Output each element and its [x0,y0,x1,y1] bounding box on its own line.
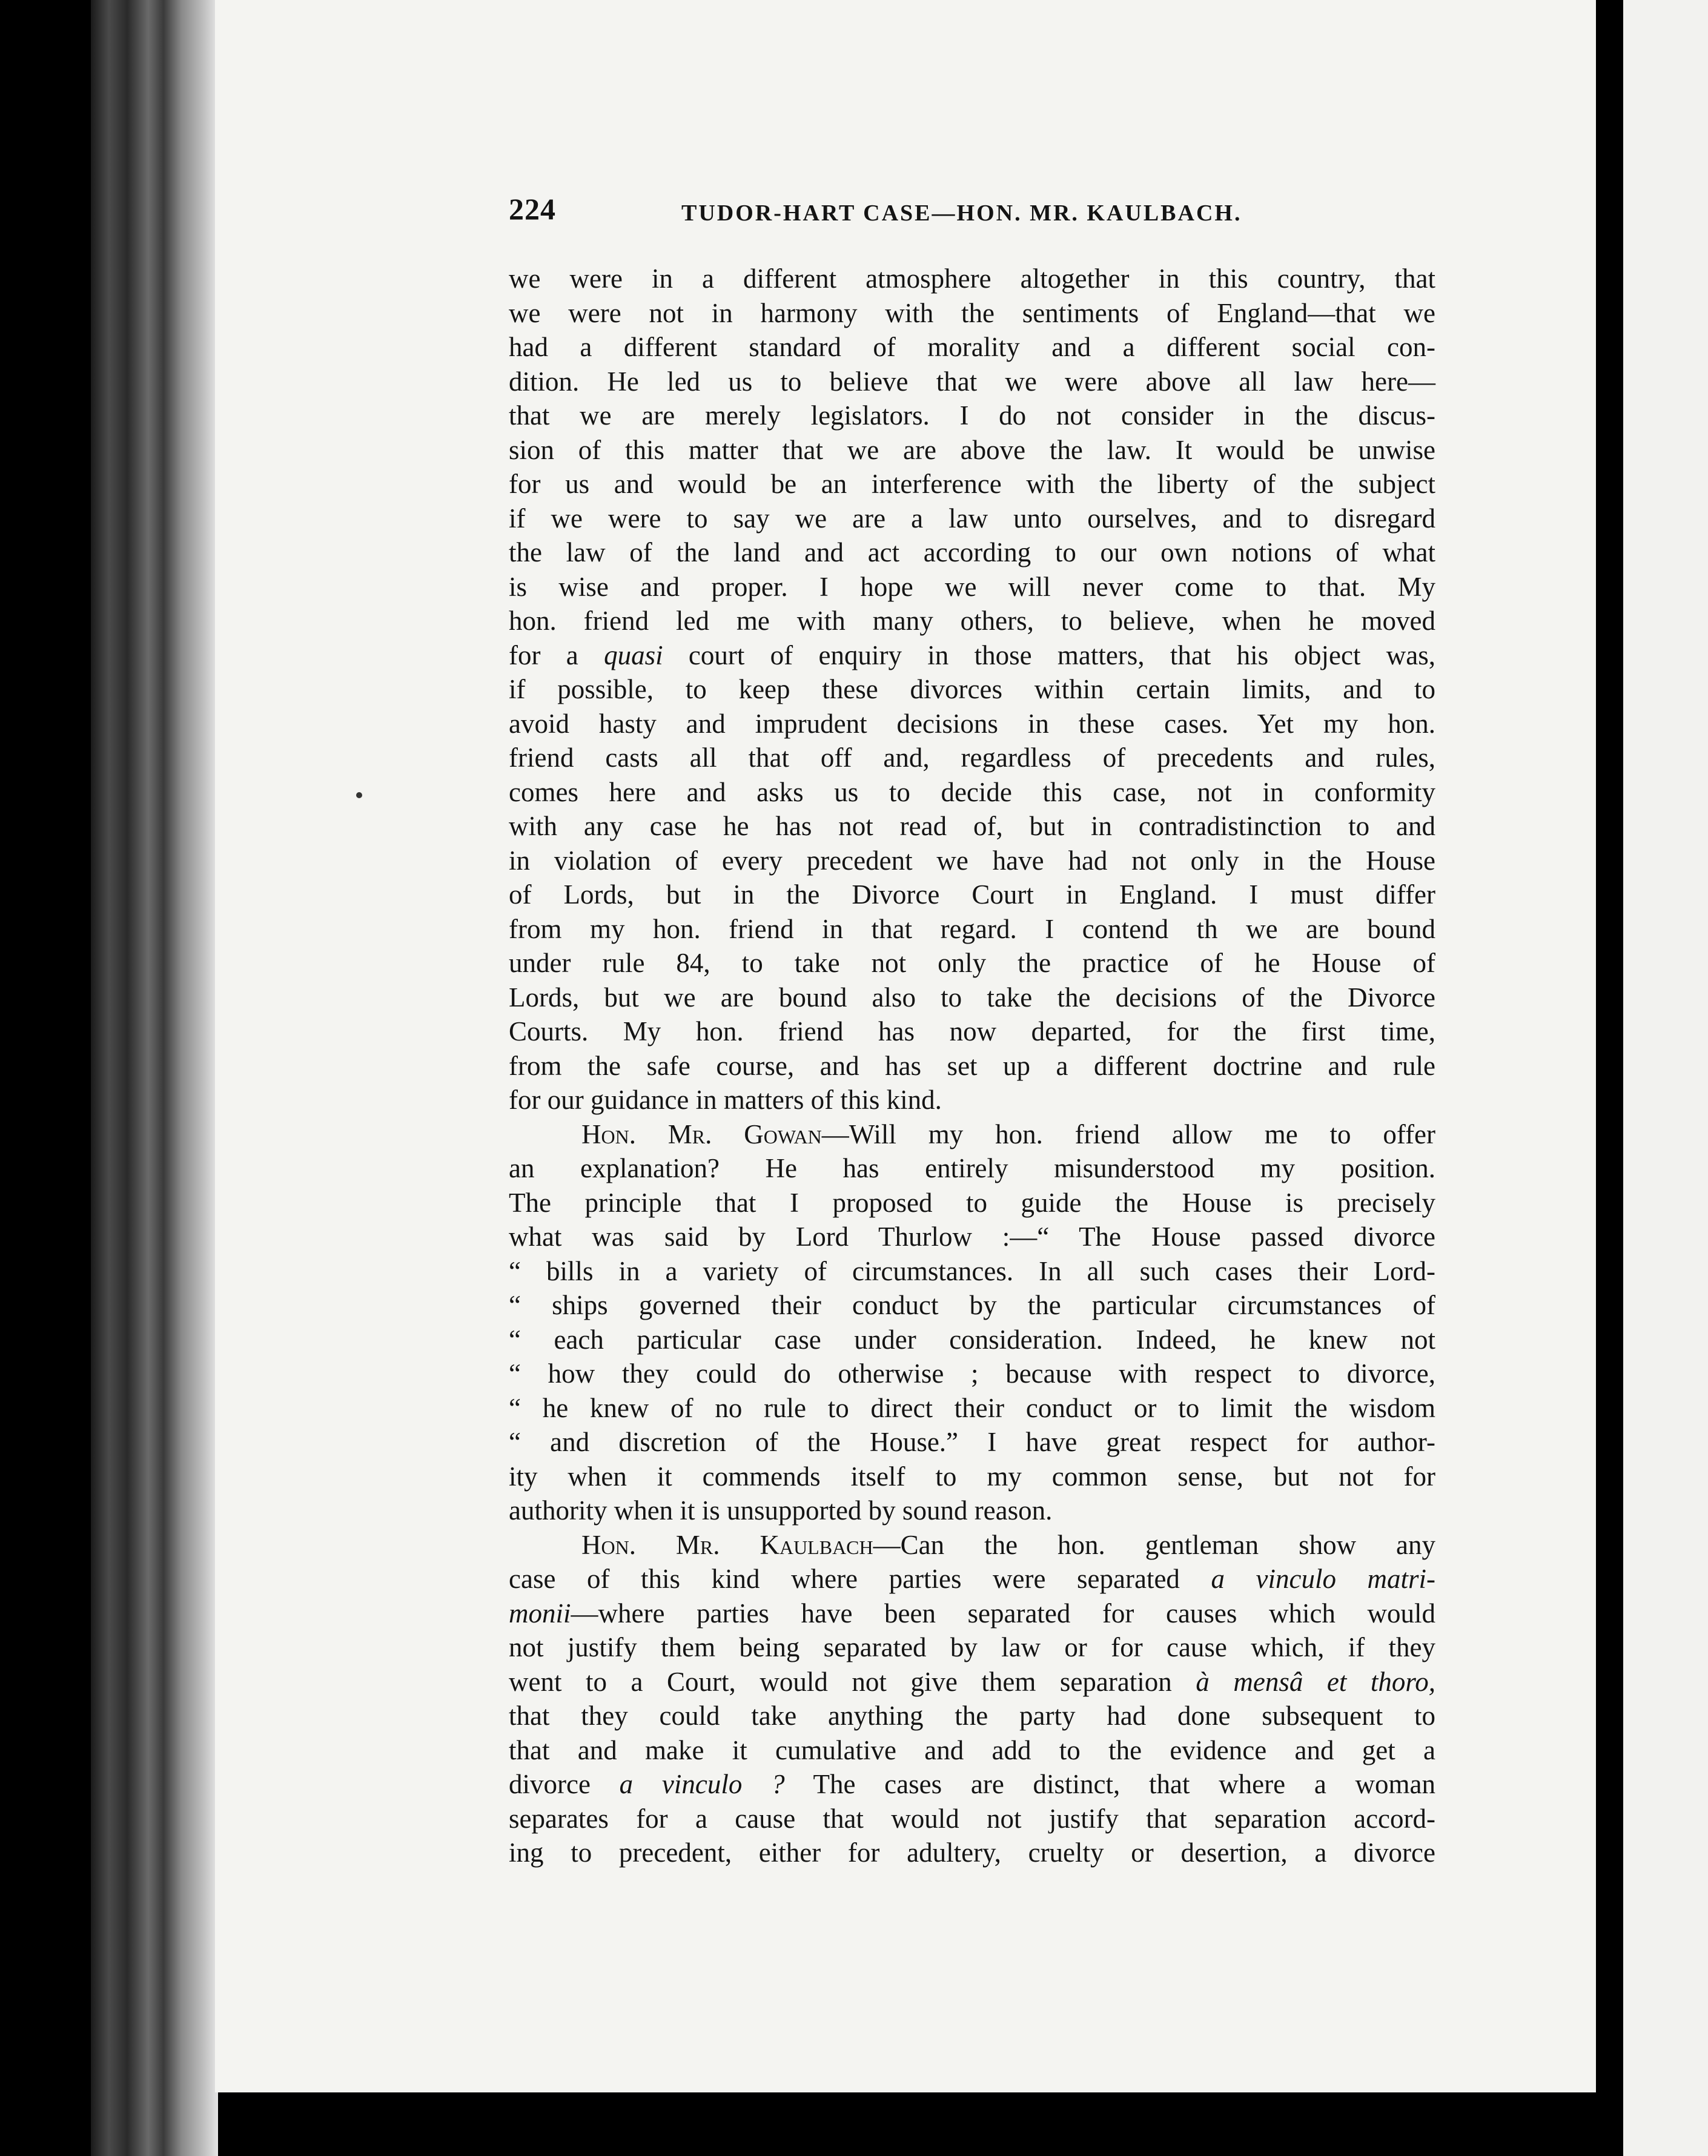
text-line: with any case he has not read of, but in contradistinction to and [509,811,1435,841]
text-line: avoid hasty and imprudent decisions in these cases. Yet my hon. [509,708,1435,739]
text-line [509,1562,1435,1596]
line-segment: we are bound [1246,913,1436,944]
text-line: separates for a cause that would not justify that separation accord- [509,1803,1435,1834]
line-segment: for a [509,640,578,670]
text-line: if we were to say we are a law unto ourselves, and to disregard [509,503,1435,534]
text-line: Lords, but we are bound also to take the decisions of the Divorce [509,982,1435,1013]
text-line: comes here and asks us to decide this case, not in conformity [509,776,1435,807]
italic-phrase: à mensâ et thoro, [1196,1666,1435,1697]
running-title: TUDOR-HART CASE—HON. MR. KAULBACH. [681,200,1242,226]
text-line: “ bills in a variety of circumstances. In all such cases their Lord- [509,1255,1435,1286]
text-line [509,1117,1435,1152]
line-segment: —Can the hon. gentleman show any [873,1529,1435,1560]
text-line [509,912,1435,947]
text-line: The principle that I proposed to guide the House is precisely [509,1187,1435,1218]
text-line: an explanation? He has entirely misunderstood my position. [509,1153,1435,1183]
speaker-name: Hon. Mr. Gowan [581,1119,822,1149]
text-line [509,1528,1435,1562]
text-line: what was said by Lord Thurlow :—“ The House passed divorce [509,1222,1435,1252]
text-line: is wise and proper. I hope we will never come to that. My [509,571,1435,602]
italic-phrase: a vinculo matri- [1211,1564,1436,1594]
line-segment: court of enquiry in those matters, that his object was, [688,640,1435,670]
italic-phrase: monii [509,1598,571,1629]
text-line: for us and would be an interference with the liberty of the subject [509,469,1435,499]
speck-mark [356,792,362,798]
text-line: not justify them being separated by law or for cause which, if they [509,1632,1435,1662]
text-line: in violation of every precedent we have had not only in the House [509,845,1435,876]
line-segment: under rule 84, to take not only the practice of [509,948,1223,978]
italic-phrase: a vinculo ? [619,1769,785,1799]
line-segment: The cases are distinct, that where a woman [813,1769,1436,1799]
italic-phrase: quasi [604,640,663,670]
text-line [509,1767,1435,1802]
book-binding-edge [91,0,218,2156]
line-segment: he House of [1254,948,1435,978]
text-line: for our guidance in matters of this kind. [509,1085,942,1115]
line-segment: —where parties have been separated for causes which would [571,1598,1435,1629]
line-segment: went to a Court, would not give them separation [509,1666,1172,1697]
line-segment: divorce [509,1769,591,1799]
text-line: the law of the land and act according to our own notions of what [509,537,1435,567]
text-line [509,638,1435,673]
page-number: 224 [509,192,556,226]
text-line: “ and discretion of the House.” I have great respect for author- [509,1427,1435,1457]
text-line: had a different standard of morality and a different social con- [509,332,1435,362]
line-segment: from my hon. friend in that regard. I contend th [509,913,1218,944]
text-line: that we are merely legislators. I do not consider in the discus- [509,400,1435,431]
text-line: dition. He led us to believe that we were above all law here— [509,366,1435,397]
text-line: if possible, to keep these divorces within certain limits, and to [509,674,1435,704]
text-line: “ ships governed their conduct by the particular circumstances of [509,1290,1435,1320]
text-line: “ how they could do otherwise ; because with respect to divorce, [509,1358,1435,1389]
text-line [509,946,1435,980]
text-line: that they could take anything the party had done subsequent to [509,1701,1435,1731]
text-line: Courts. My hon. friend has now departed, for the first time, [509,1016,1435,1047]
text-block [509,188,1435,1870]
text-line [509,1596,1435,1631]
text-line: from the safe course, and has set up a different doctrine and rule [509,1050,1435,1081]
text-line: friend casts all that off and, regardless of precedents and rules, [509,742,1435,773]
text-line: “ each particular case under consideration. Indeed, he knew not [509,1324,1435,1355]
text-line: hon. friend led me with many others, to believe, when he moved [509,606,1435,636]
text-line: sion of this matter that we are above the law. It would be unwise [509,434,1435,465]
text-line: ing to precedent, either for adultery, cruelty or desertion, a divorce [509,1837,1435,1868]
text-line: we were in a different atmosphere altogether in this country, that [509,263,1435,294]
running-head [509,188,1435,236]
text-line: “ he knew of no rule to direct their conduct or to limit the wisdom [509,1392,1435,1423]
text-line: of Lords, but in the Divorce Court in England. I must differ [509,879,1435,910]
speaker-name: Hon. Mr. Kaulbach [581,1529,873,1560]
text-line: that and make it cumulative and add to the evidence and get a [509,1734,1435,1765]
text-line: we were not in harmony with the sentiments of England—that we [509,297,1435,328]
text-line: ity when it commends itself to my common sense, but not for [509,1461,1435,1492]
facing-page-edge [1623,0,1708,2156]
line-segment: case of this kind where parties were separated [509,1564,1180,1594]
body-text [509,262,1435,1870]
text-line: authority when it is unsupported by sound reason. [509,1495,1053,1526]
text-line [509,1665,1435,1699]
line-segment: —Will my hon. friend allow me to offer [821,1119,1435,1149]
